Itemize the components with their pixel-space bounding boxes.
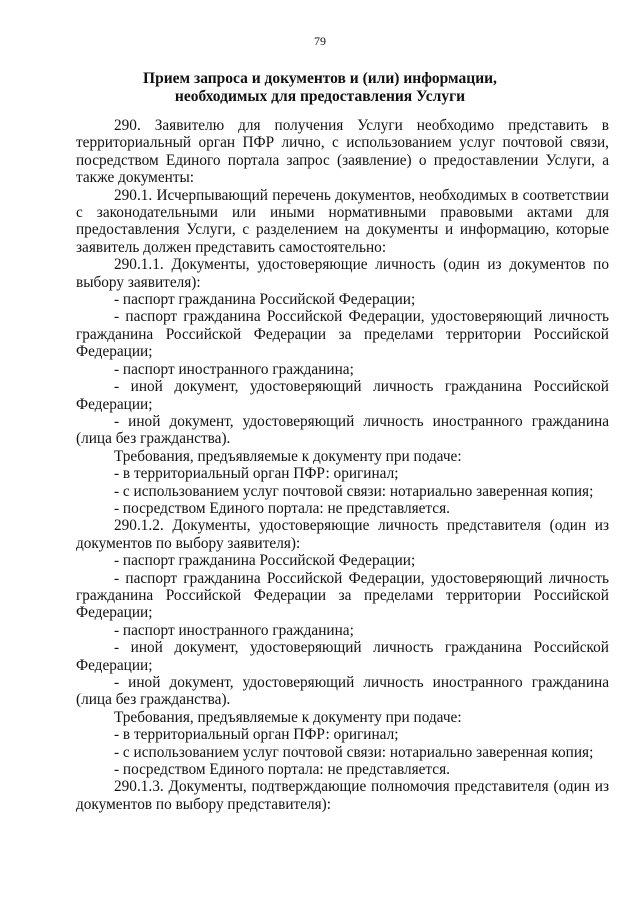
list-item: - в территориальный орган ПФР: оригинал;: [114, 465, 399, 483]
list-item: - с использованием услуг почтовой связи: нотариально заверенная копия;: [114, 482, 594, 500]
requirements-paragraph: Требования, предъявляемые к документу при подаче:: [114, 708, 462, 726]
section-heading: Прием запроса и документов и (или) информации, необходимых для предоставления Услуги: [143, 70, 497, 105]
paragraph-290-1-1: 290.1.1. Документы, удостоверяющие личность (один из документов по выбору заявителя):: [76, 256, 609, 291]
list-item: - паспорт гражданина Российской Федерации, удостоверяющий личность гражданина Российской Федерации за пределами территории Российской Федерации;: [76, 308, 609, 361]
list-item: - с использованием услуг почтовой связи: нотариально заверенная копия;: [114, 743, 594, 761]
paragraph-290-1: 290.1. Исчерпывающий перечень документов, необходимых в соответствии с законодательными или иными нормативными правовыми актами для предоставления Услуги, с разделением на документы и информацию, которые заявитель должен представить самостоятельно:: [76, 186, 609, 256]
list-item: - паспорт гражданина Российской Федерации;: [114, 291, 416, 309]
list-item: - иной документ, удостоверяющий личность гражданина Российской Федерации;: [76, 378, 609, 413]
list-item: - паспорт гражданина Российской Федерации, удостоверяющий личность гражданина Российской Федерации за пределами территории Российской Федерации;: [76, 569, 609, 622]
paragraph-290-1-2: 290.1.2. Документы, удостоверяющие личность представителя (один из документов по выбору заявителя):: [76, 517, 609, 552]
list-item: - иной документ, удостоверяющий личность иностранного гражданина (лица без гражданства).: [76, 412, 609, 448]
list-item: - посредством Единого портала: не представляется.: [114, 499, 450, 517]
requirements-paragraph: Требования, предъявляемые к документу при подаче:: [114, 447, 462, 465]
page-number: 79: [314, 34, 326, 48]
paragraph-290-1-3: 290.1.3. Документы, подтверждающие полномочия представителя (один из документов по выбору представителя):: [76, 778, 609, 813]
paragraph-290: 290. Заявителю для получения Услуги необходимо представить в территориальный орган ПФР лично, с использованием услуг почтовой связи, посредством Единого портала запрос (заявление) о предоставлении Услуги, а также документы:: [76, 117, 609, 187]
list-item: - паспорт иностранного гражданина;: [114, 621, 354, 639]
list-item: - посредством Единого портала: не представляется.: [114, 761, 450, 779]
list-item: - паспорт иностранного гражданина;: [114, 360, 354, 378]
list-item: - в территориальный орган ПФР: оригинал;: [114, 726, 399, 744]
document-body: [76, 117, 609, 813]
list-item: - паспорт гражданина Российской Федерации;: [114, 552, 416, 570]
list-item: - иной документ, удостоверяющий личность гражданина Российской Федерации;: [76, 639, 609, 674]
list-item: - иной документ, удостоверяющий личность иностранного гражданина (лица без гражданства).: [76, 674, 609, 709]
